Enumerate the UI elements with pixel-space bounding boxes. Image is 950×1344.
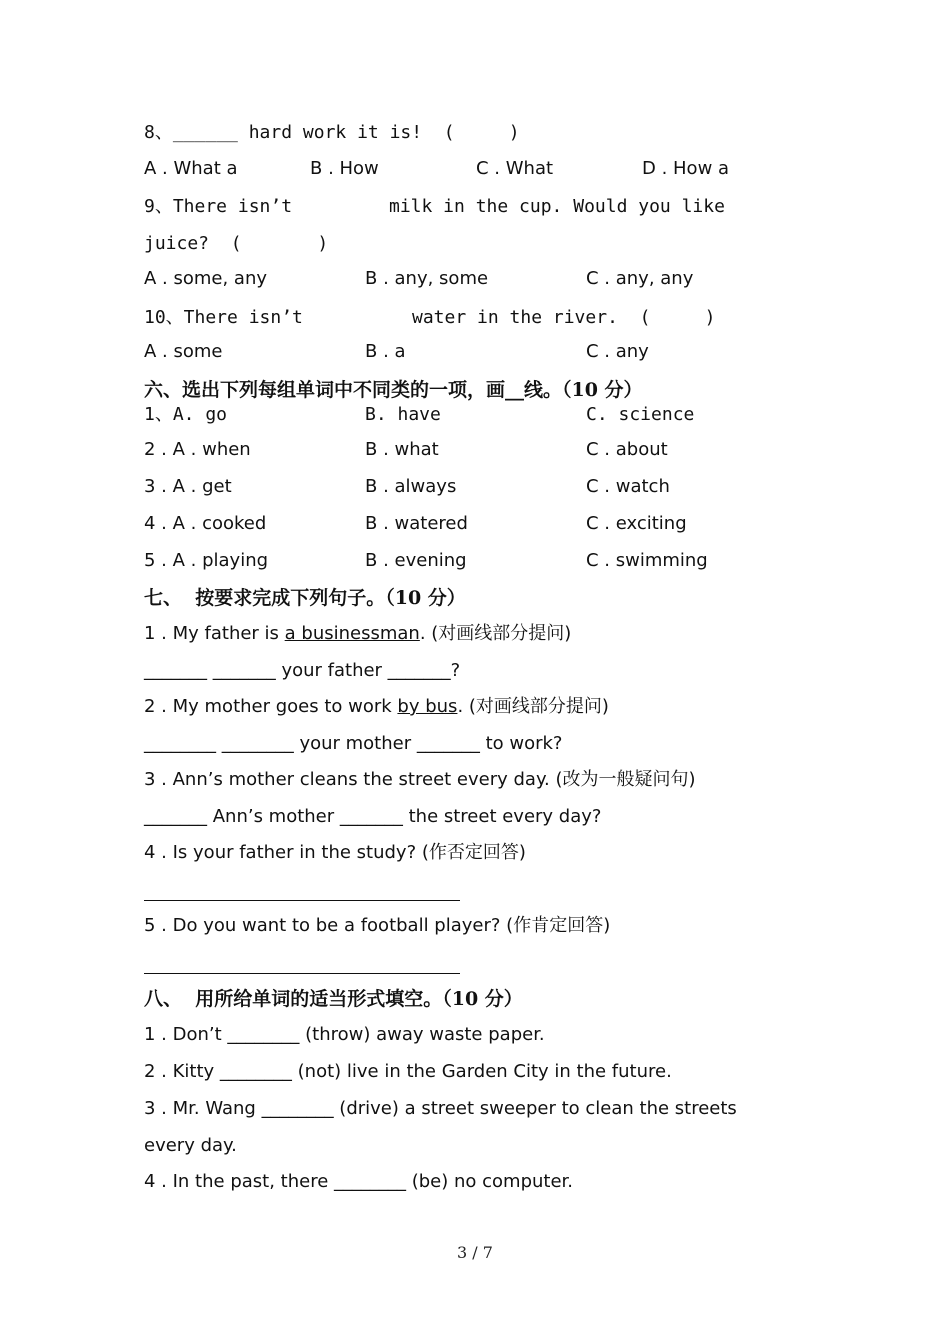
sec6-row1-a: 1、A. go <box>144 404 228 425</box>
q8-blank: ______ <box>172 122 238 143</box>
section-7-title: 七、 按要求完成下列句子。（10 分） <box>144 587 466 609</box>
sec7-q5: 5 . Do you want to be a football player? (作肯定回答) <box>144 915 611 936</box>
sec6-row4-a: 4 . A . cooked <box>144 513 267 534</box>
q9-option-c: C . any, any <box>586 268 694 289</box>
sec7-a1: _______ _______ your father _______? <box>144 660 461 681</box>
sec6-row5-c: C . swimming <box>586 550 708 571</box>
q8-number: 8、 <box>144 122 173 143</box>
sec7-q2-underlined: by bus <box>397 696 458 717</box>
sec6-row4-c: C . exciting <box>586 513 687 534</box>
sec6-row4-b: B . watered <box>365 513 468 534</box>
q9-option-a: A . some, any <box>144 268 268 289</box>
q10-option-b: B . a <box>365 341 406 362</box>
q10-stem-part2: water in the river. ( ) <box>412 307 716 328</box>
q9-option-b: B . any, some <box>365 268 489 289</box>
q10-option-a: A . some <box>144 341 223 362</box>
sec6-row2-c: C . about <box>586 439 668 460</box>
sec8-q2: 2 . Kitty ________ (not) live in the Garden City in the future. <box>144 1061 672 1082</box>
section-6-title: 六、选出下列每组单词中不同类的一项，画__线。（10 分） <box>144 379 643 401</box>
sec7-a3: _______ Ann’s mother _______ the street every day? <box>144 806 602 827</box>
sec7-q2-pre: 2 . My mother goes to work <box>144 696 398 717</box>
sec8-q1: 1 . Don’t ________ (throw) away waste paper. <box>144 1024 545 1045</box>
q8-option-d: D . How a <box>642 158 730 179</box>
sec8-q3-line1: 3 . Mr. Wang ________ (drive) a street sweeper to clean the streets <box>144 1098 737 1119</box>
q8-option-a: A . What a <box>144 158 238 179</box>
q10-stem-part1: 10、There isn’t <box>144 307 303 328</box>
sec7-q3: 3 . Ann’s mother cleans the street every day. (改为一般疑问句) <box>144 769 696 790</box>
sec6-row3-b: B . always <box>365 476 457 497</box>
sec7-q1-underlined: a businessman <box>284 623 420 644</box>
q10-option-c: C . any <box>586 341 649 362</box>
sec8-q4: 4 . In the past, there ________ (be) no computer. <box>144 1171 574 1192</box>
sec6-row3-c: C . watch <box>586 476 670 497</box>
q9-stem-line1 <box>144 195 800 267</box>
sec7-q1 <box>144 622 800 646</box>
sec7-q4-answer-line <box>144 900 460 901</box>
sec6-row2-b: B . what <box>365 439 439 460</box>
sec8-q3-line2: every day. <box>144 1135 237 1156</box>
section-8-title: 八、 用所给单词的适当形式填空。（10 分） <box>144 988 523 1010</box>
sec6-row5-a: 5 . A . playing <box>144 550 269 571</box>
sec6-row3-a: 3 . A . get <box>144 476 232 497</box>
q9-stem-line2: juice? ( ) <box>144 233 329 254</box>
page-number: 3 / 7 <box>457 1243 493 1262</box>
q9-stem-part1: 9、There isn’t <box>144 196 293 217</box>
sec7-q1-post: . (对画线部分提问) <box>419 623 572 644</box>
sec7-q5-answer-line <box>144 973 460 974</box>
q8-option-c: C . What <box>476 158 554 179</box>
sec7-q1-pre: 1 . My father is <box>144 623 285 644</box>
sec6-row2-a: 2 . A . when <box>144 439 251 460</box>
q8-text: hard work it is! ( ) <box>237 122 520 143</box>
sec7-q2 <box>144 695 800 719</box>
sec6-row5-b: B . evening <box>365 550 467 571</box>
sec7-q2-post: . (对画线部分提问) <box>457 696 609 717</box>
sec6-row1-c: C. science <box>586 404 695 425</box>
q8-option-b: B . How <box>310 158 379 179</box>
q9-stem-part2: milk in the cup. Would you like <box>389 196 725 217</box>
sec7-a2: ________ ________ your mother _______ to work? <box>144 733 563 754</box>
sec7-q4: 4 . Is your father in the study? (作否定回答) <box>144 842 526 863</box>
q8-stem <box>144 121 800 145</box>
sec6-row1-b: B. have <box>365 404 441 425</box>
